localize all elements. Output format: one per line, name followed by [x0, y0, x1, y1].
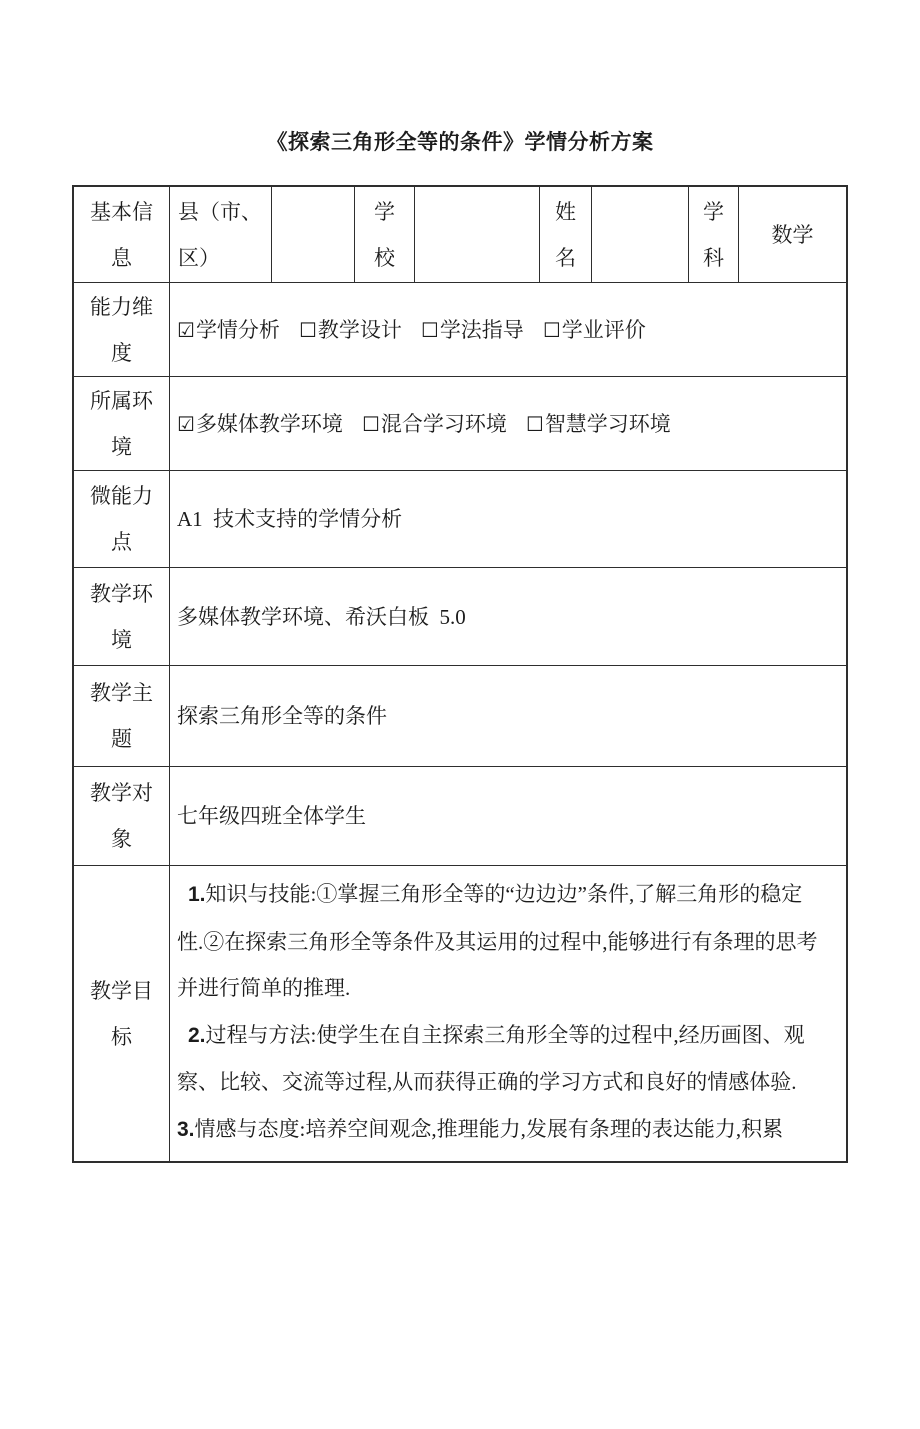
teaching-audience-content: 七年级四班全体学生 — [169, 767, 846, 865]
objective-paragraph-emotion-attitude — [177, 1106, 830, 1154]
checkbox-unchecked-icon: ☐ — [420, 317, 439, 342]
row-teaching-audience — [74, 766, 846, 865]
checkbox-label: 多媒体教学环境 — [195, 411, 343, 436]
row-teaching-topic — [74, 665, 846, 766]
checkbox-option-multimedia-env[interactable] — [177, 401, 343, 447]
field-value-county[interactable] — [271, 187, 354, 282]
checkbox-option-blended-env[interactable] — [362, 401, 507, 447]
field-label-school: 学校 — [354, 187, 414, 282]
teaching-topic-content: 探索三角形全等的条件 — [169, 666, 846, 766]
capability-options — [169, 283, 846, 376]
checkbox-label: 学情分析 — [195, 317, 280, 342]
row-label-micro-point: 微能力点 — [90, 484, 153, 554]
checkbox-unchecked-icon: ☐ — [298, 317, 317, 342]
checkbox-option-academic-evaluation[interactable] — [543, 307, 646, 353]
paragraph-number: 2. — [188, 1023, 206, 1047]
paragraph-text: 知识与技能:①掌握三角形全等的“边边边”条件,了解三角形的稳定性.②在探索三角形全等条件及其运用的过程中,能够进行有条理的思考并进行简单的推理. — [177, 882, 818, 1000]
micro-point-content: A1 技术支持的学情分析 — [169, 471, 846, 567]
objective-paragraph-knowledge-skills — [177, 871, 830, 1012]
field-label-name: 姓名 — [539, 187, 591, 282]
teaching-objectives-content — [169, 866, 846, 1161]
checkbox-label: 智慧学习环境 — [544, 411, 671, 436]
field-label-county: 县（市、区） — [169, 187, 271, 282]
row-label-basic-info: 基本信息 — [90, 199, 153, 270]
field-value-subject[interactable]: 数学 — [738, 187, 846, 282]
environment-options — [169, 377, 846, 470]
row-teaching-objectives — [74, 865, 846, 1161]
checkbox-checked-icon: ☑ — [177, 317, 195, 342]
row-label-teaching-topic: 教学主题 — [90, 681, 153, 751]
checkbox-unchecked-icon: ☐ — [361, 411, 380, 436]
objective-paragraph-process-method — [177, 1012, 830, 1106]
checkbox-option-method-guidance[interactable] — [421, 307, 524, 353]
checkbox-option-teaching-design[interactable] — [299, 307, 402, 353]
row-label-teaching-environment: 教学环境 — [90, 581, 153, 652]
checkbox-checked-icon: ☑ — [177, 411, 195, 436]
field-label-subject: 学科 — [688, 187, 738, 282]
info-table — [72, 185, 848, 1163]
row-environment-type — [74, 376, 846, 470]
paragraph-text: 过程与方法:使学生在自主探索三角形全等的过程中,经历画图、观察、比较、交流等过程,从而获得正确的学习方式和良好的情感体验. — [177, 1022, 805, 1094]
checkbox-label: 教学设计 — [317, 317, 402, 342]
teaching-environment-content: 多媒体教学环境、希沃白板 5.0 — [169, 568, 846, 665]
paragraph-number: 3. — [177, 1117, 195, 1141]
checkbox-label: 学业评价 — [561, 317, 646, 342]
row-label-environment-type: 所属环境 — [90, 388, 153, 459]
document-title: 《探索三角形全等的条件》学情分析方案 — [266, 130, 654, 154]
row-label-teaching-objectives: 教学目标 — [90, 978, 153, 1049]
paragraph-text: 情感与态度:培养空间观念,推理能力,发展有条理的表达能力,积累 — [194, 1116, 784, 1141]
checkbox-option-smart-env[interactable] — [526, 401, 671, 447]
row-basic-info — [74, 187, 846, 282]
field-value-school[interactable] — [414, 187, 539, 282]
checkbox-label: 混合学习环境 — [380, 411, 507, 436]
row-micro-point — [74, 470, 846, 567]
row-label-teaching-audience: 教学对象 — [90, 781, 153, 851]
field-value-name[interactable] — [591, 187, 688, 282]
checkbox-label: 学法指导 — [439, 317, 524, 342]
row-teaching-environment — [74, 567, 846, 665]
row-label-capability: 能力维度 — [90, 294, 153, 365]
checkbox-unchecked-icon: ☐ — [542, 317, 561, 342]
document-page — [0, 127, 920, 1163]
checkbox-option-learning-analysis[interactable] — [177, 307, 280, 353]
row-capability — [74, 282, 846, 376]
checkbox-unchecked-icon: ☐ — [525, 411, 544, 436]
paragraph-number: 1. — [188, 883, 206, 906]
